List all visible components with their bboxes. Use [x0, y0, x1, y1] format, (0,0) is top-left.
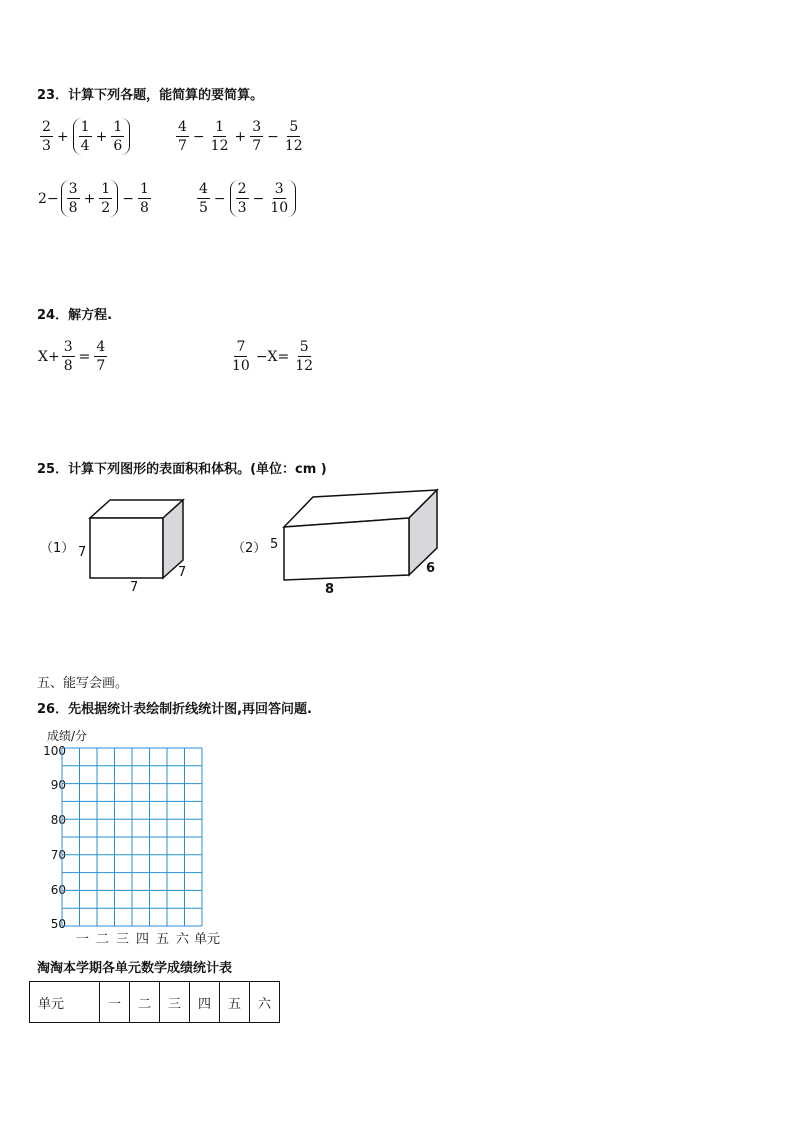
denominator: 8: [68, 200, 78, 216]
denominator: 12: [210, 138, 229, 154]
y-tick-label: 50: [50, 917, 66, 931]
score-table: [29, 981, 280, 1023]
expr-lead: X+: [38, 348, 60, 365]
chart-x-ticks: [76, 928, 236, 947]
y-tick-label: 100: [43, 744, 66, 758]
x-tick-label: 三: [116, 932, 130, 947]
numerator: 1: [139, 181, 149, 197]
chart-y-axis-label: 成绩/分: [47, 729, 88, 743]
numerator: 2: [42, 119, 51, 135]
operator: +: [83, 190, 96, 207]
denominator: 7: [96, 358, 106, 374]
q26-title: 26．先根据统计表绘制折线统计图,再回答问题.: [37, 702, 312, 717]
x-unit-label: 单元: [194, 932, 221, 947]
numerator: 3: [274, 181, 284, 197]
q23-title: 23．计算下列各题，能简算的要简算。: [37, 88, 264, 103]
denominator: 12: [295, 358, 314, 374]
numerator: 1: [215, 119, 225, 135]
numerator: 2: [237, 181, 247, 197]
figure-2-height: 5: [270, 537, 279, 552]
table-row: [30, 982, 280, 1023]
cube-front-edge: [90, 518, 163, 578]
denominator: 10: [270, 200, 289, 216]
operator: +: [95, 128, 108, 145]
table-cell-unit: 五: [220, 982, 250, 1023]
numerator: 5: [289, 119, 299, 135]
numerator: 3: [68, 181, 78, 197]
numerator: 1: [101, 181, 111, 197]
denominator: 5: [199, 200, 208, 216]
section-5-title: 五、能写会画。: [37, 676, 129, 691]
q24-title: 24．解方程.: [37, 308, 113, 323]
y-tick-label: 80: [50, 813, 66, 827]
expr-lead: 2−: [38, 190, 59, 207]
cuboid-figure-2: [275, 485, 450, 585]
numerator: 3: [63, 339, 73, 355]
table-cell-unit: 一: [100, 982, 130, 1023]
operator: −X=: [255, 348, 290, 365]
operator: +: [234, 128, 247, 145]
numerator: 4: [96, 339, 106, 355]
operator: −: [192, 128, 205, 145]
x-tick-label: 四: [136, 932, 150, 947]
denominator: 4: [80, 138, 90, 154]
table-cell-unit: 三: [160, 982, 190, 1023]
x-tick-label: 二: [96, 932, 110, 947]
operator: −: [213, 190, 226, 207]
y-tick-label: 70: [50, 848, 66, 862]
x-tick-label: 五: [156, 932, 170, 947]
table-cell-unit: 六: [250, 982, 280, 1023]
numerator: 1: [80, 119, 90, 135]
q23-expr-3: [38, 180, 153, 217]
table-cell-unit: 四: [190, 982, 220, 1023]
parenthesis-group: [230, 180, 296, 217]
figure-2-label: （2）: [232, 541, 267, 556]
numerator: 7: [236, 339, 246, 355]
operator: =: [78, 348, 91, 365]
operator: −: [267, 128, 279, 145]
numerator: 4: [199, 181, 208, 197]
figure-1-label: （1）: [40, 541, 75, 556]
operator: −: [122, 190, 134, 207]
x-tick-label: 一: [76, 932, 90, 947]
parenthesis-group: [61, 180, 119, 217]
figure-2-length: 8: [325, 582, 335, 597]
table-cell-unit: 二: [130, 982, 160, 1023]
denominator: 8: [139, 200, 149, 216]
y-tick-label: 90: [50, 778, 66, 792]
figure-1-height: 7: [78, 545, 87, 560]
parenthesis-group: [73, 118, 131, 155]
denominator: 8: [63, 358, 73, 374]
q23-expr-4: [195, 180, 298, 217]
table-header-cell: 单元: [30, 982, 100, 1023]
denominator: 7: [178, 138, 187, 154]
denominator: 10: [232, 358, 250, 374]
operator: +: [56, 128, 69, 145]
figure-1-length: 7: [130, 580, 139, 595]
numerator: 4: [178, 119, 187, 135]
x-tick-label: 六: [176, 932, 190, 947]
operator: −: [252, 190, 265, 207]
numerator: 5: [299, 339, 309, 355]
score-table-title: 淘淘本学期各单元数学成绩统计表: [37, 961, 233, 976]
q23-expr-1: [38, 118, 132, 155]
q24-equation-2: [228, 340, 317, 373]
denominator: 7: [252, 138, 262, 154]
denominator: 3: [237, 200, 247, 216]
denominator: 2: [101, 200, 111, 216]
denominator: 3: [42, 138, 51, 154]
figure-2-width: 6: [426, 561, 436, 576]
denominator: 6: [113, 138, 123, 154]
denominator: 12: [284, 138, 303, 154]
cuboid-front-face: [284, 518, 409, 580]
numerator: 1: [113, 119, 123, 135]
figure-1-width: 7: [178, 565, 187, 580]
chart-grid: [60, 746, 206, 930]
q24-equation-1: [38, 340, 109, 373]
q25-title: 25．计算下列图形的表面积和体积。(单位：cm ): [37, 462, 327, 477]
y-tick-label: 60: [50, 883, 66, 897]
q23-expr-2: [174, 120, 307, 153]
numerator: 3: [252, 119, 262, 135]
